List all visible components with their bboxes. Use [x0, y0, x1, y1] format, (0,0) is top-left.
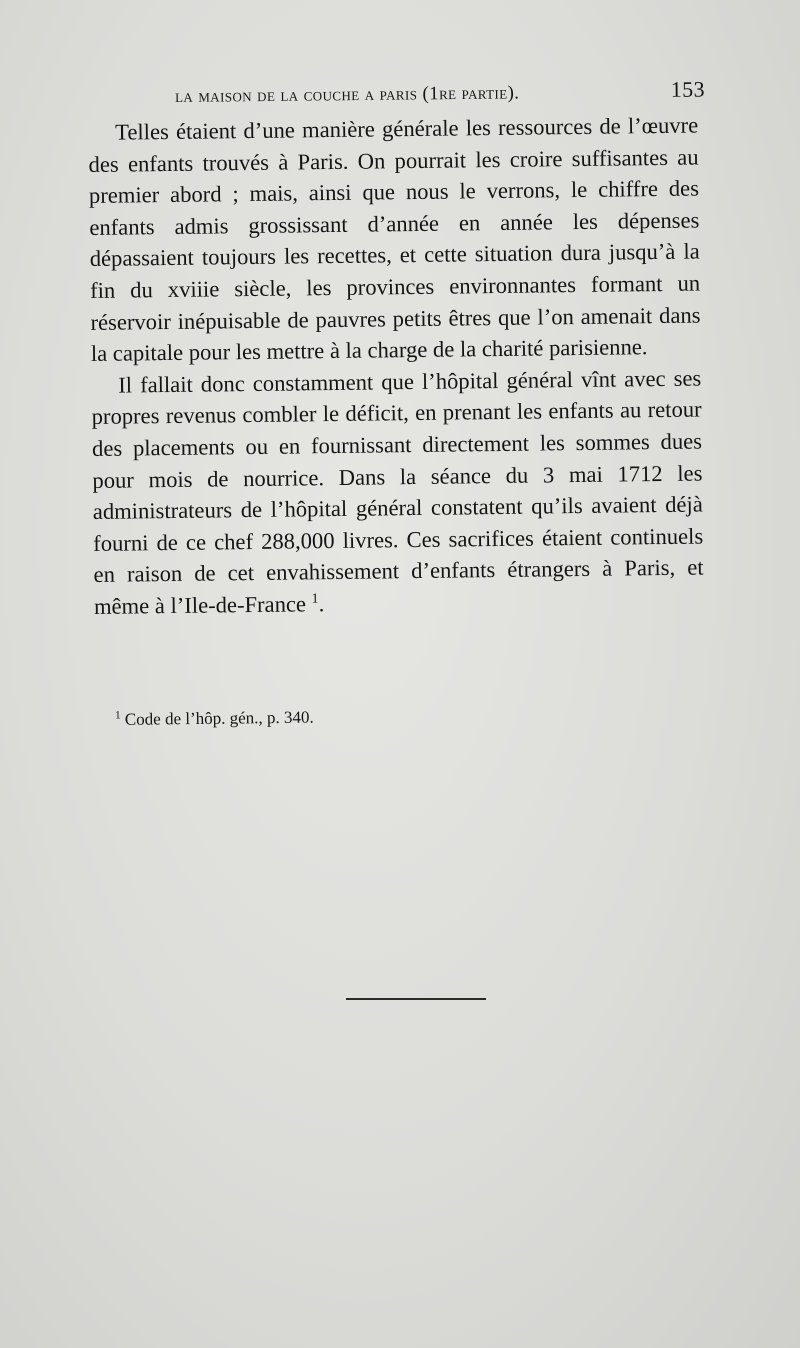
show-through-texture: [0, 640, 800, 1280]
paragraph-end: .: [318, 591, 325, 617]
running-title: la maison de la couche a paris (1re partie).: [174, 82, 520, 107]
footnote-text: Code de l’hôp. gén., p. 340.: [124, 707, 314, 729]
footnote-mark: 1: [114, 709, 121, 722]
page-number: 153: [670, 76, 706, 102]
main-text: [88, 110, 704, 623]
footnote: [115, 704, 615, 730]
paragraph: [91, 362, 704, 622]
paragraph-text: Il fallait donc constamment que l’hôpital général vînt avec ses propres revenus combler le déficit, en prenant les enfants au retour des placements ou en fournissant directement les sommes dues pour mois de nourrice. Dans la séance du 3 mai 1712 les administrateurs de l’hôpital général constatent qu’ils avaient déjà fourni de ce chef 288,000 livres. Ces sacrifices étaient continuels en raison de cet envahissement d’enfants étrangers à Paris, et même à l’Ile-de-France: [91, 365, 704, 619]
section-rule: [346, 998, 486, 1000]
page-header: [175, 76, 715, 108]
paragraph: Telles étaient d’une manière générale les ressources de l’œuvre des enfants trouvés à Paris. On pourrait les croire suffisantes au premier abord ; mais, ainsi que nous le verrons, le chiffre des enfants admis grossissant d’année en année les dépenses dépassaient toujours les recettes, et cette situation dura jusqu’à la fin du xviiie siècle, les provinces environnantes formant un réservoir inépuisable de pauvres petits êtres que l’on amenait dans la capitale pour les mettre à la charge de la charité parisienne.: [88, 112, 701, 367]
footnote-reference: 1: [311, 591, 319, 607]
